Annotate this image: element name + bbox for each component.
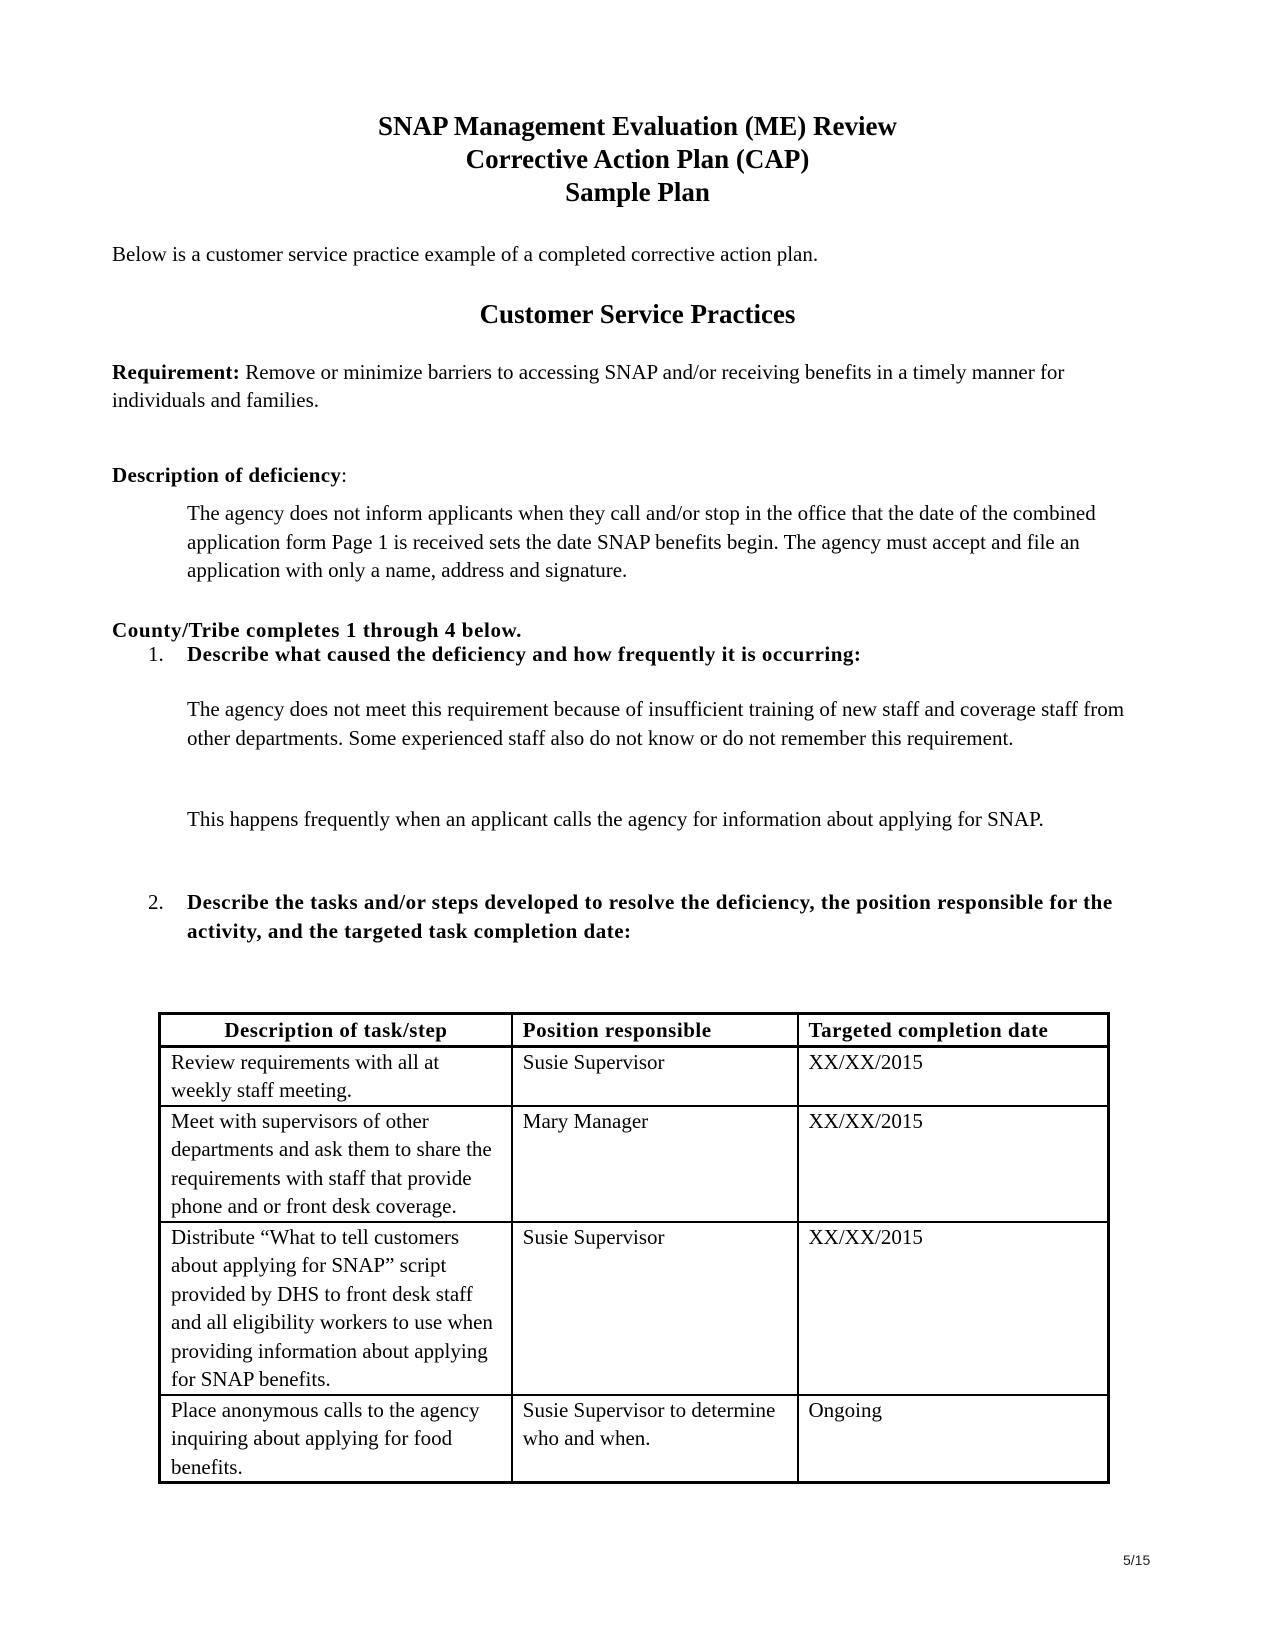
header-date: Targeted completion date — [798, 1014, 1109, 1047]
cell-description: Meet with supervisors of other departments and ask them to share the requirements with staff that provide phone and or front desk coverage. — [160, 1106, 512, 1222]
list-number: 1. — [148, 642, 164, 666]
header-description: Description of task/step — [160, 1014, 512, 1047]
cell-position: Susie Supervisor — [512, 1222, 798, 1395]
deficiency-label: Description of deficiency — [112, 463, 342, 487]
header-position: Position responsible — [512, 1014, 798, 1047]
list-prompt: Describe what caused the deficiency and how frequently it is occurring: — [187, 642, 862, 666]
cell-description: Review requirements with all at weekly staff meeting. — [160, 1046, 512, 1106]
requirement-paragraph — [112, 358, 1152, 414]
requirement-text: Remove or minimize barriers to accessing SNAP and/or receiving benefits in a timely manner for individuals and families. — [112, 360, 1065, 412]
title-line-1: SNAP Management Evaluation (ME) Review — [378, 111, 897, 141]
deficiency-heading — [112, 461, 347, 489]
cell-description: Place anonymous calls to the agency inquiring about applying for food benefits. — [160, 1395, 512, 1483]
cell-date: XX/XX/2015 — [798, 1046, 1109, 1106]
cause-paragraph-1: The agency does not meet this requirement because of insufficient training of new staff and coverage staff from other departments. Some experienced staff also do not know or do not remember this requirement. — [187, 697, 1125, 750]
deficiency-colon: : — [341, 463, 347, 487]
county-instruction: County/Tribe completes 1 through 4 below. — [112, 618, 523, 642]
table-row — [160, 1395, 1109, 1483]
cause-paragraph-2: This happens frequently when an applicant calls the agency for information about applying for SNAP. — [187, 807, 1044, 831]
cell-date: XX/XX/2015 — [798, 1106, 1109, 1222]
cell-date: XX/XX/2015 — [798, 1222, 1109, 1395]
title-line-2: Corrective Action Plan (CAP) — [465, 144, 810, 174]
cell-position: Mary Manager — [512, 1106, 798, 1222]
requirement-label: Requirement: — [112, 360, 241, 384]
task-table — [158, 1012, 1110, 1484]
list-number: 2. — [148, 890, 164, 914]
cell-position: Susie Supervisor to determine who and when. — [512, 1395, 798, 1483]
table-header-row — [160, 1014, 1109, 1047]
cell-date: Ongoing — [798, 1395, 1109, 1483]
deficiency-text: The agency does not inform applicants when they call and/or stop in the office that the date of the combined application form Page 1 is received sets the date SNAP benefits begin. The agency must accept and file an application with only a name, address and signature. — [187, 501, 1096, 582]
list-prompt: Describe the tasks and/or steps developed to resolve the deficiency, the position responsible for the activity, and the targeted task completion date: — [187, 890, 1113, 943]
table-row — [160, 1106, 1109, 1222]
table-row — [160, 1046, 1109, 1106]
section-heading: Customer Service Practices — [479, 299, 796, 329]
cell-position: Susie Supervisor — [512, 1046, 798, 1106]
intro-text: Below is a customer service practice example of a completed corrective action plan. — [112, 242, 819, 266]
page-number: 5/15 — [1123, 1552, 1151, 1568]
title-line-3: Sample Plan — [565, 177, 710, 207]
document-title — [0, 110, 1275, 209]
table-row — [160, 1222, 1109, 1395]
cell-description: Distribute “What to tell customers about applying for SNAP” script provided by DHS to front desk staff and all eligibility workers to use when providing information about applying for SNAP benefits. — [160, 1222, 512, 1395]
